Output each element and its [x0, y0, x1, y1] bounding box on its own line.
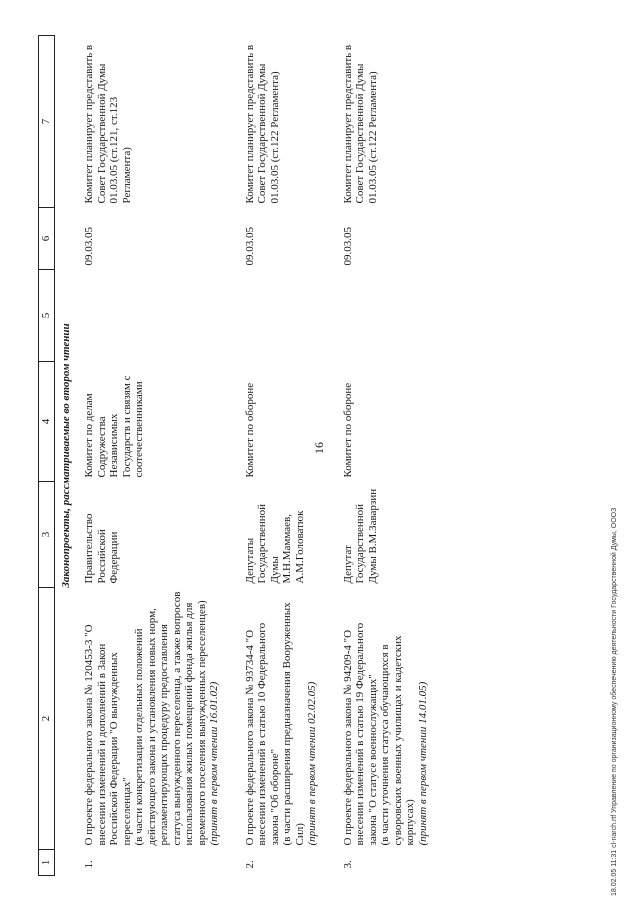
bill-initiator: Правительство Российской Федерации — [83, 513, 120, 584]
rotated-page-content — [38, 36, 448, 876]
table-row — [339, 36, 450, 876]
bill-description — [339, 588, 450, 850]
column-header-4: 4 — [39, 362, 55, 482]
column-header-6: 6 — [39, 208, 55, 270]
column-header-7: 7 — [39, 36, 55, 208]
first-reading-note: (принят в первом чтении 14.01.05) — [416, 681, 429, 846]
column-5-cell — [339, 270, 450, 362]
bills-table — [38, 35, 449, 876]
bill-details: (в части конкретизации отдельных положений действующего закона и установления новых норм, регламентирующих процедуру предоставления статуса вынужденного переселенца, а также вопросов использования жилых помещений фонда жилья для временного поселения вынужденных переселенцев) — [133, 591, 208, 846]
first-reading-note: (принят в первом чтении 02.02.05) — [306, 681, 318, 846]
column-header-5: 5 — [39, 270, 55, 362]
bill-description — [241, 588, 339, 850]
column-header-1: 1 — [39, 850, 55, 876]
row-number: 2. — [243, 860, 256, 869]
row-number: 1. — [83, 860, 95, 869]
responsible-committee: Комитет по делам Содружества Независимых Государств и связям с соотечественниками — [83, 375, 145, 478]
responsible-committee: Комитет по обороне — [341, 382, 354, 478]
bill-initiator: Депутат Государственной Думы В.М.Заварзин — [341, 488, 379, 584]
consideration-date: 09.03.05 — [83, 227, 95, 266]
column-5-cell — [241, 270, 339, 362]
column-5-cell — [80, 270, 241, 362]
bill-description — [80, 588, 241, 850]
bill-title: О проекте федерального закона № 94209-4 "О внесении изменений в статью 19 Федерального закона "О статусе военнослужащих" — [341, 622, 379, 846]
column-header-2: 2 — [39, 588, 55, 850]
committee-note: Комитет планирует представить в Совет Государственной Думы 01.03.05 (ст.122 Регламента) — [243, 44, 281, 204]
bill-details: (в части уточнения статуса обучающихся в суворовских военных училищах и кадетских корпусах) — [379, 635, 416, 846]
committee-note: Комитет планирует представить в Совет Государственной Думы 01.03.05 (ст.122 Регламента) — [341, 44, 379, 204]
table-row — [80, 36, 241, 876]
committee-note: Комитет планирует представить в Совет Государственной Думы 01.03.05 (ст.121, ст.123 Регламента) — [83, 44, 133, 204]
bill-details: (в части расширения предназначения Вооруженных Сил) — [281, 602, 306, 846]
row-number: 3. — [341, 860, 354, 869]
column-header-3: 3 — [39, 482, 55, 588]
consideration-date: 09.03.05 — [243, 227, 256, 266]
column-number-header — [39, 36, 55, 876]
consideration-date: 09.03.05 — [341, 227, 354, 266]
bill-initiator: Депутаты Государственной Думы М.Н.Маммаев, А.М.Головатюк — [243, 503, 306, 584]
bill-title: О проекте федерального закона № 93734-4 "О внесении изменений в статью 10 Федерального закона "Об обороне" — [243, 622, 281, 846]
page-number: 16 — [312, 442, 326, 454]
section-title: Законопроекты, рассматриваемые во втором чтении — [59, 323, 72, 588]
document-footer: 18.02.05 11:31 cl-narch.rtf Управление по организационному обеспечению деятельности Государственной Думы, ОООЗ — [611, 507, 618, 896]
responsible-committee: Комитет по обороне — [243, 382, 256, 478]
bill-title: О проекте федерального закона № 120453-3 "О внесении изменений и дополнений в Закон Российской Федерации "О вынужденных переселенцах" — [83, 624, 133, 846]
table-row — [241, 36, 339, 876]
section-header-row — [54, 36, 80, 876]
first-reading-note: (принят в первом чтении 16.01.02) — [208, 681, 220, 846]
